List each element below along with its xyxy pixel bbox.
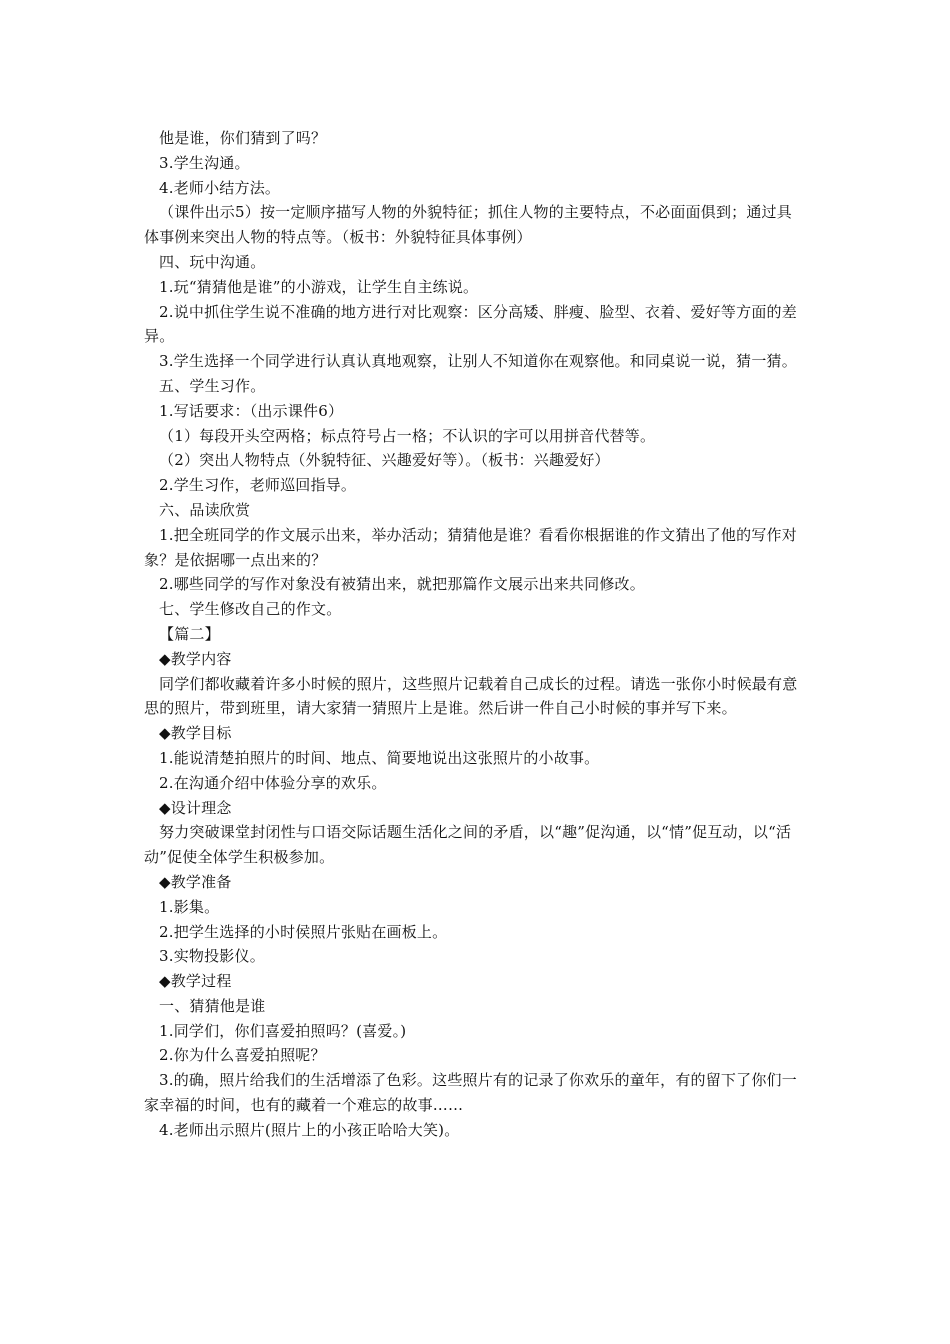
subsection-heading: ◆教学目标: [159, 724, 232, 743]
subsection-heading: ◆教学过程: [159, 972, 232, 991]
paragraph: 2.说中抓住学生说不准确的地方进行对比观察：区分高矮、胖瘦、脸型、衣着、爱好等方面的差异。: [144, 302, 797, 346]
paragraph: 努力突破课堂封闭性与口语交际话题生活化之间的矛盾，以“趣”促沟通，以“情”促互动，以“活动”促使全体学生积极参加。: [144, 823, 792, 867]
paragraph: 3.实物投影仪。: [159, 947, 265, 966]
paragraph: 1.同学们，你们喜爱拍照吗？(喜爱。): [159, 1021, 407, 1040]
paragraph: 1.能说清楚拍照片的时间、地点、简要地说出这张照片的小故事。: [159, 748, 600, 767]
paragraph: （1）每段开头空两格；标点符号占一格；不认识的字可以用拼音代替等。: [159, 426, 656, 445]
paragraph: （课件出示5）按一定顺序描写人物的外貌特征；抓住人物的主要特点，不必面面俱到；通过具体事例来突出人物的特点等。（板书：外貌特征具体事例）: [144, 203, 792, 247]
paragraph: 2.把学生选择的小时侯照片张贴在画板上。: [159, 922, 448, 941]
paragraph: 同学们都收藏着许多小时候的照片，这些照片记载着自己成长的过程。请选一张你小时候最有意思的照片，带到班里，请大家猜一猜照片上是谁。然后讲一件自己小时候的事并写下来。: [144, 674, 798, 718]
paragraph: 3.学生沟通。: [159, 153, 250, 172]
paragraph: 1.把全班同学的作文展示出来，举办活动；猜猜他是谁？看看你根据谁的作文猜出了他的写作对象？是依据哪一点出来的？: [144, 525, 797, 569]
paragraph: 2.哪些同学的写作对象没有被猜出来，就把那篇作文展示出来共同修改。: [159, 575, 645, 594]
paragraph: 2.学生习作，老师巡回指导。: [159, 476, 357, 495]
section-heading: 七、学生修改自己的作文。: [159, 600, 342, 619]
subsection-heading: ◆设计理念: [159, 798, 232, 817]
section-heading: 四、玩中沟通。: [159, 252, 266, 271]
part-heading: 【篇二】: [159, 624, 220, 643]
paragraph: 3.的确，照片给我们的生活增添了色彩。这些照片有的记录了你欢乐的童年，有的留下了你们一家幸福的时间，也有的藏着一个难忘的故事……: [144, 1071, 797, 1115]
paragraph: 4.老师出示照片(照片上的小孩正哈哈大笑)。: [159, 1120, 460, 1139]
section-heading: 六、品读欣赏: [159, 500, 251, 519]
paragraph: 2.你为什么喜爱拍照呢？: [159, 1046, 326, 1065]
paragraph: （2）突出人物特点（外貌特征、兴趣爱好等）。（板书：兴趣爱好）: [159, 451, 610, 470]
paragraph: 2.在沟通介绍中体验分享的欢乐。: [159, 773, 387, 792]
subsection-heading: ◆教学准备: [159, 872, 232, 891]
document-body: [144, 126, 804, 1143]
paragraph: 1.写话要求：（出示课件6）: [159, 401, 344, 420]
paragraph: 4.老师小结方法。: [159, 178, 281, 197]
paragraph: 1.影集。: [159, 897, 220, 916]
subsection-heading: ◆教学内容: [159, 649, 232, 668]
paragraph: 3.学生选择一个同学进行认真认真地观察，让别人不知道你在观察他。和同桌说一说，猜一猜。: [159, 352, 797, 371]
section-heading: 一、猜猜他是谁: [159, 996, 266, 1015]
paragraph: 他是谁，你们猜到了吗？: [159, 129, 327, 147]
paragraph: 1.玩“猜猜他是谁”的小游戏，让学生自主练说。: [159, 277, 479, 296]
section-heading: 五、学生习作。: [159, 376, 266, 395]
